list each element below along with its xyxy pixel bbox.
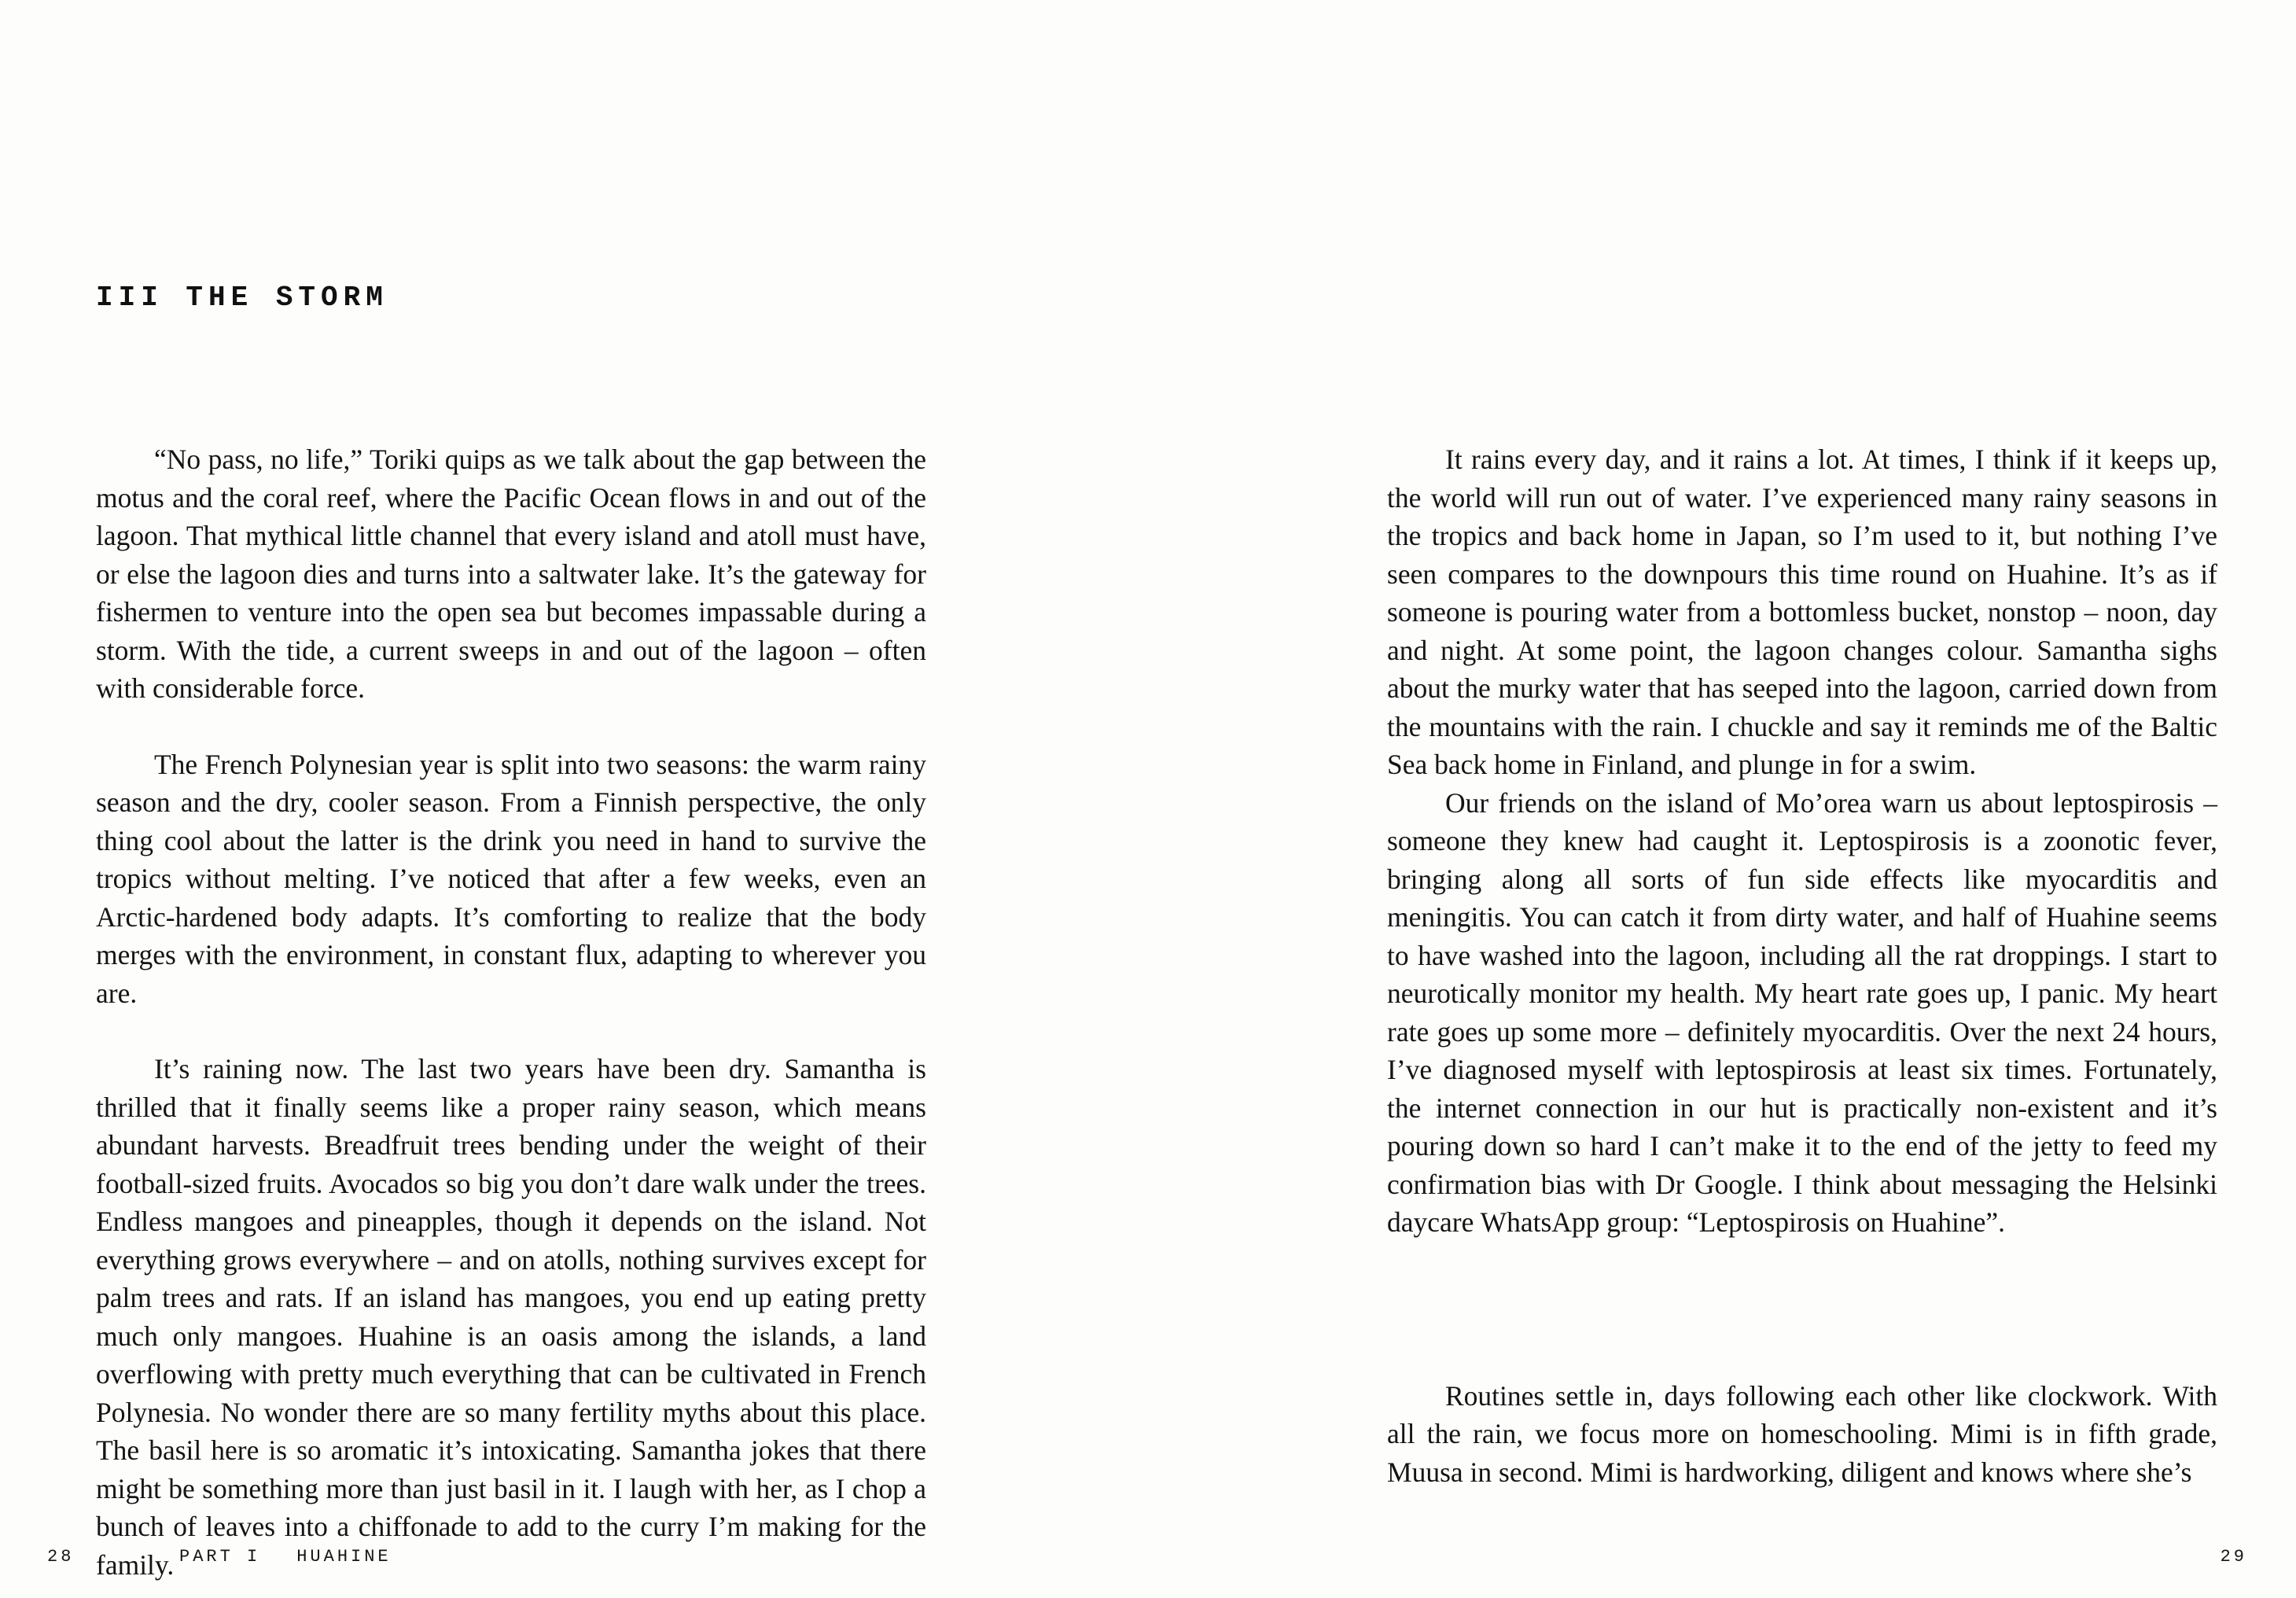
left-page-folio: 28 <box>47 1547 75 1567</box>
left-page-running-head <box>179 1547 392 1567</box>
right-page-text-column <box>1387 440 2217 1491</box>
paragraph: “No pass, no life,” Toriki quips as we talk about the gap between the motus and the coral reef, where the Pacific Ocean flows in and out of the lagoon. That mythical little channel that every island and atoll must have, or else the lagoon dies and turns into a saltwater lake. It’s the gateway for fishermen to venture into the open sea but becomes impassable during a storm. With the tide, a current sweeps in and out of the lagoon – often with considerable force. <box>96 444 926 704</box>
paragraph: It’s raining now. The last two years have been dry. Samantha is thrilled that it finally seems like a proper rainy season, which means abundant harvests. Breadfruit trees bending under the weight of their football-sized fruits. Avocados so big you don’t dare walk under the trees. Endless mangoes and pineapples, though it depends on the island. Not everything grows everywhere – and on atolls, nothing survives except for palm trees and rats. If an island has mangoes, you end up eating pretty much only mangoes. Huahine is an oasis among the islands, a land overflowing with pretty much everything that can be cultivated in French Polynesia. No wonder there are so many fertility myths about this place. The basil here is so aromatic it’s intoxicating. Samantha jokes that there might be something more than just basil in it. I laugh with her, as I chop a bunch of leaves into a chiffonade to add to the curry I’m making for the family. <box>96 1053 926 1581</box>
paragraph: Routines settle in, days following each other like clockwork. With all the rain, we focus more on homeschooling. Mimi is in fifth grade, Muusa in second. Mimi is hardworking, diligent and knows where she’s <box>1387 1379 2217 1488</box>
paragraph: The French Polynesian year is split into two seasons: the warm rainy season and the dry, cooler season. From a Finnish perspective, the only thing cool about the latter is the drink you need in hand to survive the tropics without melting. I’ve noticed that after a few weeks, even an Arctic-hardened body adapts. It’s comforting to realize that the body merges with the environment, in constant flux, adapting to wherever you are. <box>96 748 926 1009</box>
running-head-part: PART I <box>179 1547 261 1567</box>
running-head-title: HUAHINE <box>296 1547 392 1567</box>
right-page-folio: 29 <box>2220 1547 2247 1567</box>
paragraph: Our friends on the island of Mo’orea warn us about leptospirosis – someone they knew had caught it. Leptospirosis is a zoonotic fever, bringing along all sorts of fun side effects like myocarditis and meningitis. You can catch it from dirty water, and half of Huahine seems to have washed into the lagoon, including all the rat droppings. I start to neurotically monitor my health. My heart rate goes up, I panic. My heart rate goes up some more – definitely myocarditis. Over the next 24 hours, I’ve diagnosed myself with leptospirosis at least six times. Fortunately, the internet connection in our hut is practically non-existent and it’s pouring down so hard I can’t make it to the end of the jetty to feed my confirmation bias with Dr Google. I think about messaging the Helsinki daycare WhatsApp group: “Leptospirosis on Huahine”. <box>1387 786 2217 1238</box>
chapter-heading: III THE STORM <box>96 282 388 314</box>
paragraph: It rains every day, and it rains a lot. At times, I think if it keeps up, the world will run out of water. I’ve experienced many rainy seasons in the tropics and back home in Japan, so I’m used to it, but nothing I’ve seen compares to the downpours this time round on Huahine. It’s as if someone is pouring water from a bottomless bucket, nonstop – noon, day and night. At some point, the lagoon changes colour. Samantha sighs about the murky water that has seeped into the lagoon, carried down from the mountains with the rain. I chuckle and say it reminds me of the Baltic Sea back home in Finland, and plunge in for a swim. <box>1387 444 2217 780</box>
left-page-text-column <box>96 440 926 1584</box>
